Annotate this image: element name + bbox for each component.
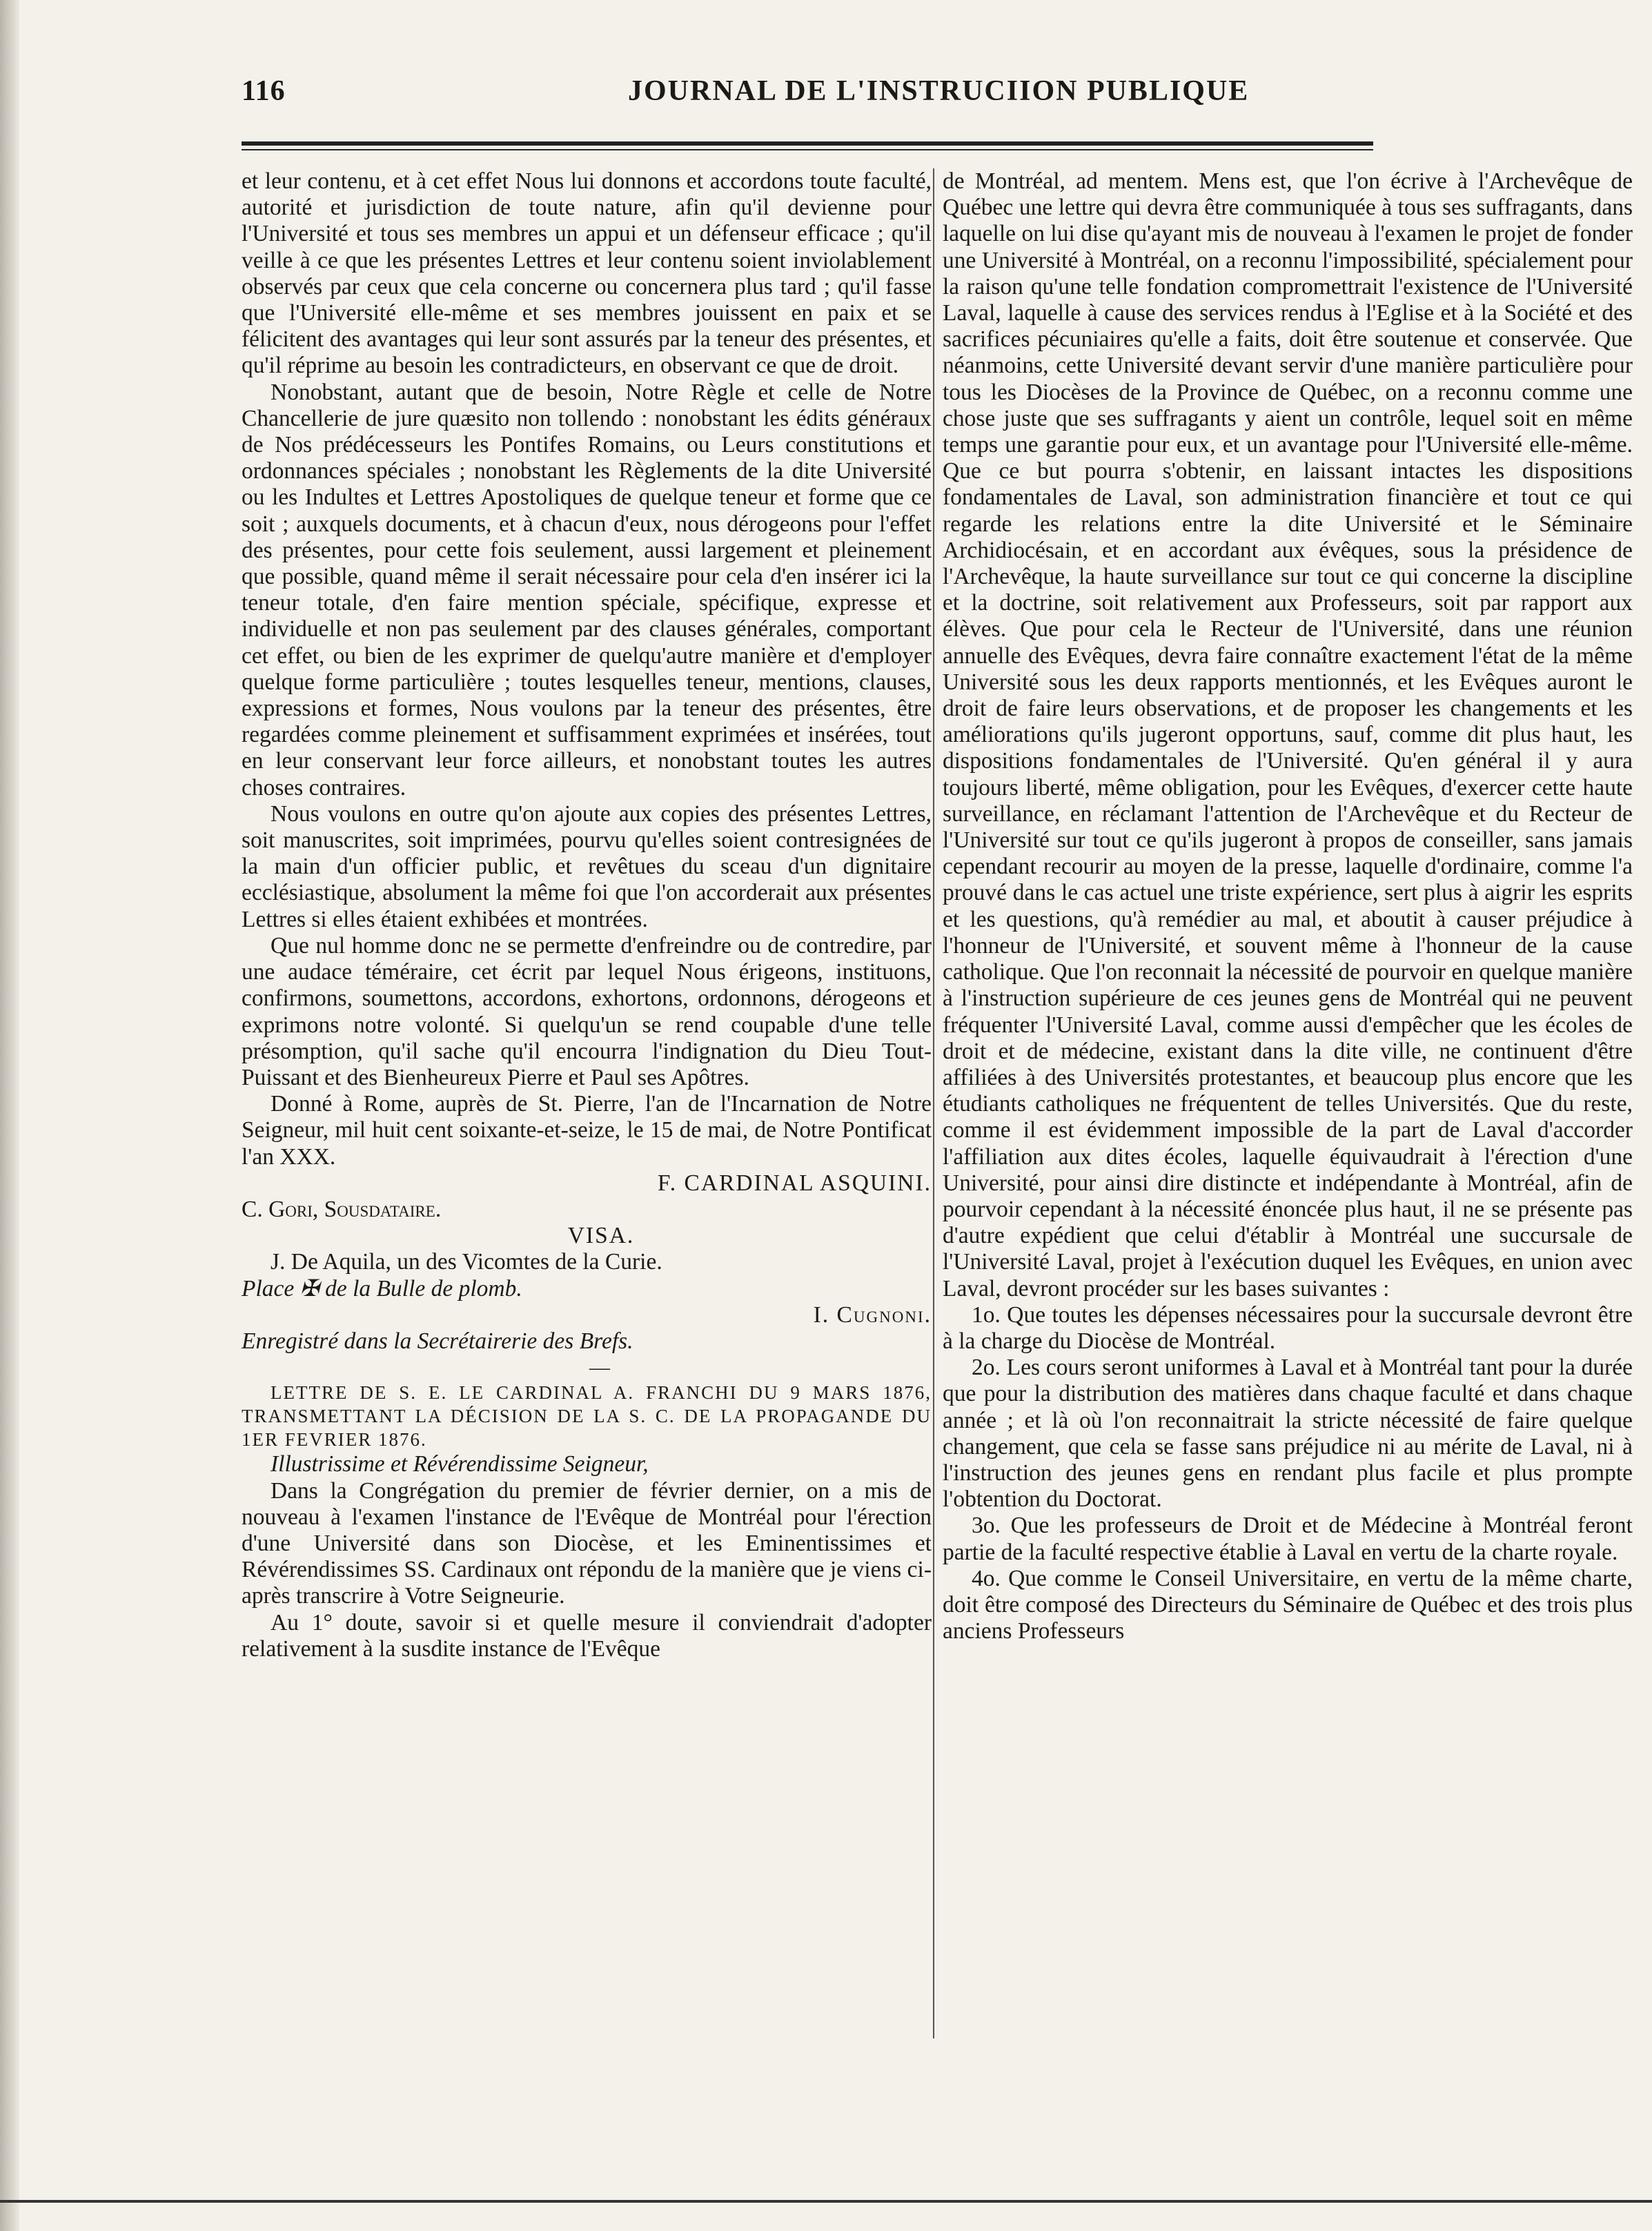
section-divider: — — [589, 1356, 613, 1379]
journal-title: JOURNAL DE L'INSTRUCIION PUBLIQUE — [628, 75, 1250, 107]
paragraph: Que nul homme donc ne se permette d'enfreindre ou de contredire, par une audace téméraire, cet écrit par lequel Nous érigeons, instituons, confirmons, soumettons, accordons, exhortons, ordonnons, dérogeons et exprimons notre volonté. Si quelqu'un se rend coupable d'une telle présomption, qu'il sache qu'il encourra l'indignation du Dieu Tout-Puissant et des Bienheureux Pierre et Paul ses Apôtres. — [242, 932, 932, 1090]
salutation: Illustrissime et Révérendissime Seigneur, — [271, 1451, 649, 1477]
bottom-rule — [0, 2200, 1652, 2203]
page-header — [242, 75, 1373, 116]
page-number: 116 — [242, 75, 286, 107]
cugnoni-signature: I. Cugnoni. — [813, 1301, 932, 1328]
column-divider — [933, 168, 934, 2038]
page-edge-shadow — [0, 0, 19, 2231]
paragraph: et leur contenu, et à cet effet Nous lui donnons et accordons toute faculté, autorité et jurisdiction de toute nature, afin qu'il devienne pour l'Université et tous ses membres un appui et un défenseur efficace ; qu'il veille à ce que les présentes Lettres et leur contenu soient inviolablement observés par ceux que cela concerne ou concernera plus tard ; qu'il fasse que l'Université elle-même et ses membres jouissent en paix et se félicitent des avantages qui leur sont assurés par la teneur des présentes, et qu'il réprime au besoin les contradicteurs, en observant ce que de droit. — [242, 168, 932, 379]
paragraph: Nous voulons en outre qu'on ajoute aux copies des présentes Lettres, soit manuscrites, soit imprimées, pourvu qu'elles soient contresignées de la main d'un officier public, et revêtues du sceau d'un dignitaire ecclésiastique, absolument la même foi que l'on accorderait aux présentes Lettres si elles étaient exhibées et montrées. — [242, 800, 932, 932]
left-column — [242, 168, 932, 1662]
header-rule-thick — [242, 141, 1373, 146]
registration-line: Enregistré dans la Secrétairerie des Brefs. — [242, 1328, 633, 1354]
paragraph: Dans la Congrégation du premier de février dernier, on a mis de nouveau à l'examen l'instance de l'Evêque de Montréal pour l'érection d'une Université dans son Diocèse, et les Eminentissimes et Révérendissimes SS. Cardinaux ont répondu de la manière que je viens ci-après transcrire à Votre Seigneurie. — [242, 1477, 932, 1609]
paragraph: Au 1° doute, savoir si et quelle mesure il conviendrait d'adopter relativement à la susdite instance de l'Evêque — [242, 1609, 932, 1662]
list-item: 1o. Que toutes les dépenses nécessaires pour la succursale devront être à la charge du Diocèse de Montréal. — [943, 1301, 1633, 1354]
right-column — [943, 168, 1633, 1644]
list-item: 3o. Que les professeurs de Droit et de Médecine à Montréal feront partie de la faculté respective établie à Laval en vertu de la charte royale. — [943, 1513, 1633, 1565]
paragraph: Donné à Rome, auprès de St. Pierre, l'an de l'Incarnation de Notre Seigneur, mil huit cent soixante-et-seize, le 15 de mai, de Notre Pontificat l'an XXX. — [242, 1091, 932, 1170]
cardinal-signature: F. CARDINAL ASQUINI. — [657, 1170, 932, 1196]
paragraph: de Montréal, ad mentem. Mens est, que l'on écrive à l'Archevêque de Québec une lettre qui devra être communiquée à tous ses suffragants, dans laquelle on lui dise qu'ayant mis de nouveau à l'examen le projet de fonder une Université à Montréal, on a reconnu l'impossibilité, spécialement pour la raison qu'une telle fondation compromettrait l'existence de l'Université Laval, laquelle à cause des services rendus à l'Eglise et à la Société et des sacrifices pécuniaires qu'elle a faits, doit être soutenue et conservée. Que néanmoins, cette Université devant servir d'une manière particulière pour tous les Diocèses de la Province de Québec, on a reconnu comme une chose juste que ses suffragants y aient un contrôle, lequel soit en même temps une garantie pour eux, et un avantage pour l'Université elle-même. Que ce but pourra s'obtenir, en laissant intactes les dispositions fondamentales de Laval, son administration financière et tout ce qui regarde les relations entre la dite Université et le Séminaire Archidiocésain, et en accordant aux évêques, sous la présidence de l'Archevêque, la haute surveillance sur tout ce qui concerne la discipline et la doctrine, soit relativement aux Professeurs, soit par rapport aux élèves. Que pour cela le Recteur de l'Université, dans une réunion annuelle des Evêques, devra faire connaître exactement l'état de la même Université sous les deux rapports mentionnés, et les Evêques auront le droit de faire leurs observations, et de proposer les changements et les améliorations qu'ils jugeront opportuns, sauf, comme dit plus haut, les dispositions fondamentales de l'Université. Qu'en général il y aura toujours liberté, même obligation, pour les Evêques, d'exercer cette haute surveillance, en réclamant l'attention de l'Archevêque et du Recteur de l'Université sur tout ce qu'ils jugeront à propos de conseiller, sans jamais cependant recourir au moyen de la presse, laquelle d'ordinaire, comme l'a prouvé dans le cas actuel une triste expérience, sert plus à aigrir les esprits et les questions, qu'à remédier au mal, et aboutit à causer préjudice à l'honneur de l'Université, et souvent même à l'honneur de la cause catholique. Que l'on reconnait la nécessité de pourvoir en quelque manière à l'instruction supérieure de ces jeunes gens de Montréal qui ne peuvent fréquenter l'Université Laval, comme aussi d'empêcher que les écoles de droit et de médecine, existant dans la dite ville, ne continuent d'être affiliées à des Universités protestantes, et beaucoup plus encore que les étudiants catholiques ne fréquentent de telles Universités. Que du reste, comme il est évidemment impossible de la part de Laval d'accorder l'affiliation aux dites écoles, laquelle équivaudrait à l'érection d'une Université, pour ainsi dire distincte et indépendante à Montréal, afin de pourvoir cependant à la nécessité énoncée plus haut, il ne se présente pas d'autre expédient que celui d'établir à Montréal une succursale de l'Université Laval, projet à l'exécution duquel les Evêques, en union avec Laval, devront procéder sur les bases suivantes : — [943, 168, 1633, 1301]
letter-heading: LETTRE DE S. E. LE CARDINAL A. FRANCHI DU 9 MARS 1876, TRANSMETTANT LA DÉCISION DE LA S. C. DE LA PROPAGANDE DU 1ER FEVRIER 1876. — [242, 1382, 932, 1451]
header-rule-thin — [242, 149, 1373, 150]
sousdataire-line: C. Gori, Sousdataire. — [242, 1196, 442, 1222]
paragraph: Nonobstant, autant que de besoin, Notre Règle et celle de Notre Chancellerie de jure quæsito non tollendo : nonobstant les édits généraux de Nos prédécesseurs les Pontifes Romains, ou Leurs constitutions et ordonnances spéciales ; nonobstant les Règlements de la dite Université ou les Indultes et Lettres Apostoliques de quelque teneur et forme que ce soit ; auxquels documents, et à chacun d'eux, nous dérogeons pour l'effet des présentes, pour cette fois seulement, aussi largement et pleinement que possible, quand même il serait nécessaire pour cela d'en insérer ici la teneur totale, d'en faire mention spéciale, spécifique, expresse et individuelle et non pas seulement par des clauses générales, comportant cet effet, ou bien de les exprimer de quelqu'autre manière et d'employer quelque forme particulière ; toutes lesquelles teneur, mentions, clauses, expressions et formes, Nous voulons par la teneur des présentes, être regardées comme pleinement et suffisamment exprimées et insérées, tout en leur conservant leur force ailleurs, et nonobstant toutes les autres choses contraires. — [242, 379, 932, 800]
list-item: 4o. Que comme le Conseil Universitaire, en vertu de la même charte, doit être composé des Directeurs du Séminaire de Québec et des trois plus anciens Professeurs — [943, 1565, 1633, 1644]
visa-heading: VISA. — [567, 1223, 635, 1249]
seal-place-line: Place ✠ de la Bulle de plomb. — [242, 1275, 522, 1301]
list-item: 2o. Les cours seront uniformes à Laval et à Montréal tant pour la durée que pour la distribution des matières dans chaque faculté et dans chaque année ; et là où l'on reconnaitrait la stricte nécessité de faire quelque changement, que cela se fasse sans préjudice ni au mérite de Laval, ni à l'instruction des jeunes gens en rendant plus facile et plus prompte l'obtention du Doctorat. — [943, 1355, 1633, 1513]
de-aquila-line: J. De Aquila, un des Vicomtes de la Curie. — [271, 1249, 662, 1275]
